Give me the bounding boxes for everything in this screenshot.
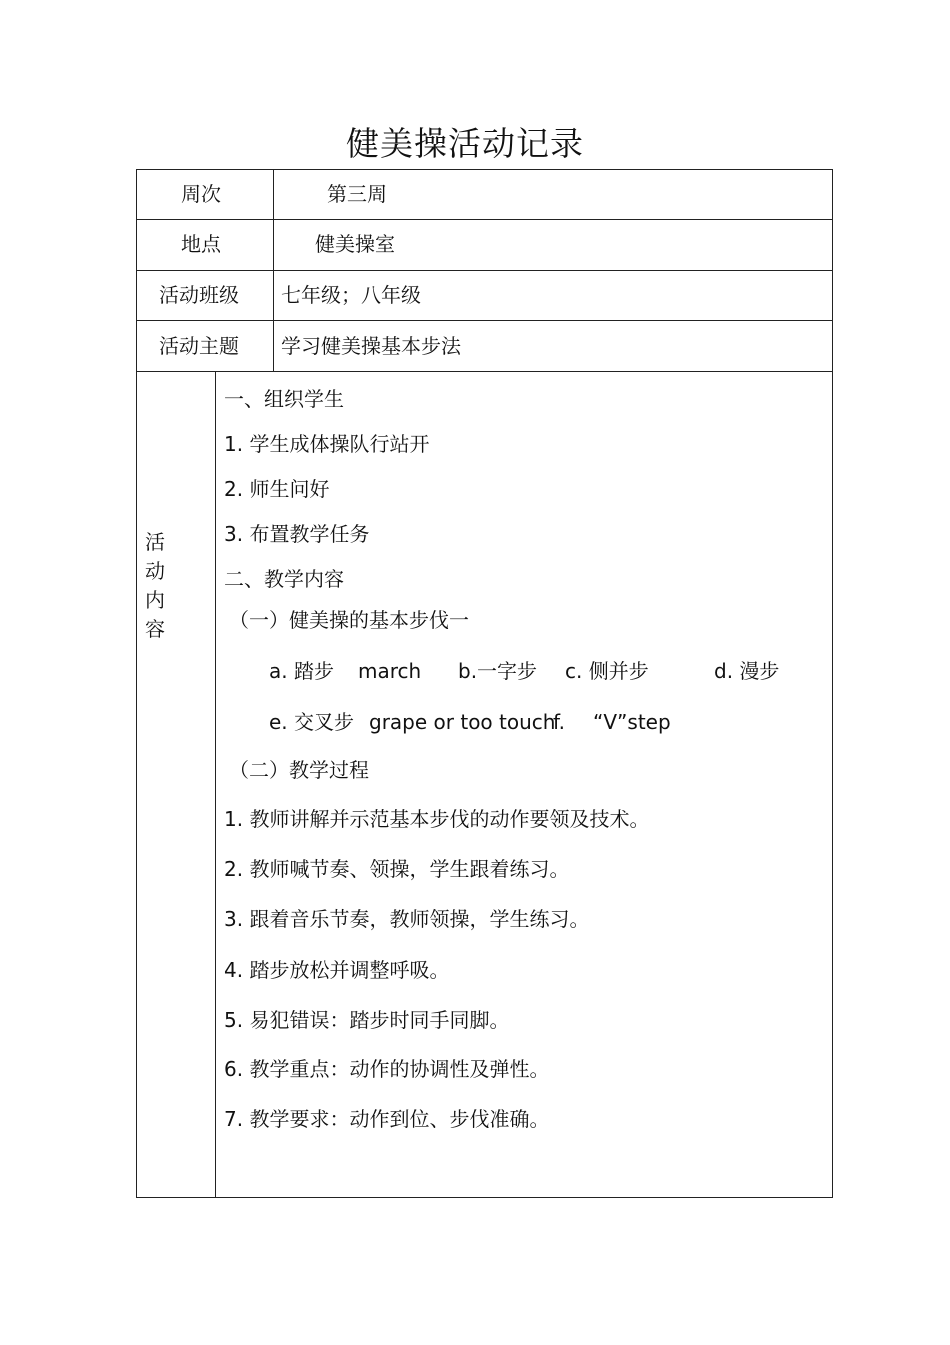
- content-line: 2. 师生问好: [224, 477, 330, 501]
- row-label-class: 活动班级: [159, 283, 239, 307]
- step-item: march: [358, 659, 422, 683]
- row-divider: [137, 270, 832, 271]
- content-line: 二、教学内容: [224, 567, 344, 591]
- content-line: （一）健美操的基本步伐一: [229, 608, 469, 632]
- row-label-week: 周次: [181, 182, 221, 206]
- row-divider: [137, 371, 832, 372]
- row-divider: [137, 219, 832, 220]
- content-line: 4. 踏步放松并调整呼吸。: [224, 958, 450, 982]
- content-line: 一、组织学生: [224, 387, 344, 411]
- step-item: “V”step: [593, 710, 671, 734]
- label-char: 动: [145, 559, 165, 583]
- row-value-week: 第三周: [327, 182, 387, 206]
- content-line: 6. 教学重点：动作的协调性及弹性。: [224, 1057, 550, 1081]
- step-item: b.一字步: [458, 659, 538, 683]
- content-line: 3. 跟着音乐节奏，教师领操，学生练习。: [224, 907, 590, 931]
- content-section-label: [143, 528, 167, 644]
- step-item: d. 漫步: [714, 659, 780, 683]
- label-char: 内: [145, 588, 165, 612]
- content-line: 5. 易犯错误：踏步时同手同脚。: [224, 1008, 510, 1032]
- content-line: 3. 布置教学任务: [224, 522, 370, 546]
- content-line: 7. 教学要求：动作到位、步伐准确。: [224, 1107, 550, 1131]
- step-item: e. 交叉步: [269, 710, 355, 734]
- label-char: 活: [145, 530, 165, 554]
- row-divider: [137, 320, 832, 321]
- content-line: 1. 学生成体操队行站开: [224, 432, 430, 456]
- row-value-class: 七年级；八年级: [281, 283, 421, 307]
- step-item: a. 踏步: [269, 659, 334, 683]
- row-value-location: 健美操室: [315, 232, 395, 256]
- column-divider: [215, 371, 216, 1197]
- step-item: f.: [553, 710, 565, 734]
- activity-record-table: [136, 169, 833, 1198]
- step-item: c. 侧并步: [565, 659, 649, 683]
- content-line: （二）教学过程: [229, 758, 369, 782]
- column-divider: [273, 170, 274, 371]
- row-label-theme: 活动主题: [159, 334, 239, 358]
- step-item: grape or too touch: [369, 710, 556, 734]
- document-title: 健美操活动记录: [346, 124, 584, 163]
- row-value-theme: 学习健美操基本步法: [281, 334, 461, 358]
- label-char: 容: [145, 617, 165, 641]
- content-line: 2. 教师喊节奏、领操，学生跟着练习。: [224, 857, 570, 881]
- content-line: 1. 教师讲解并示范基本步伐的动作要领及技术。: [224, 807, 650, 831]
- row-label-location: 地点: [181, 232, 221, 256]
